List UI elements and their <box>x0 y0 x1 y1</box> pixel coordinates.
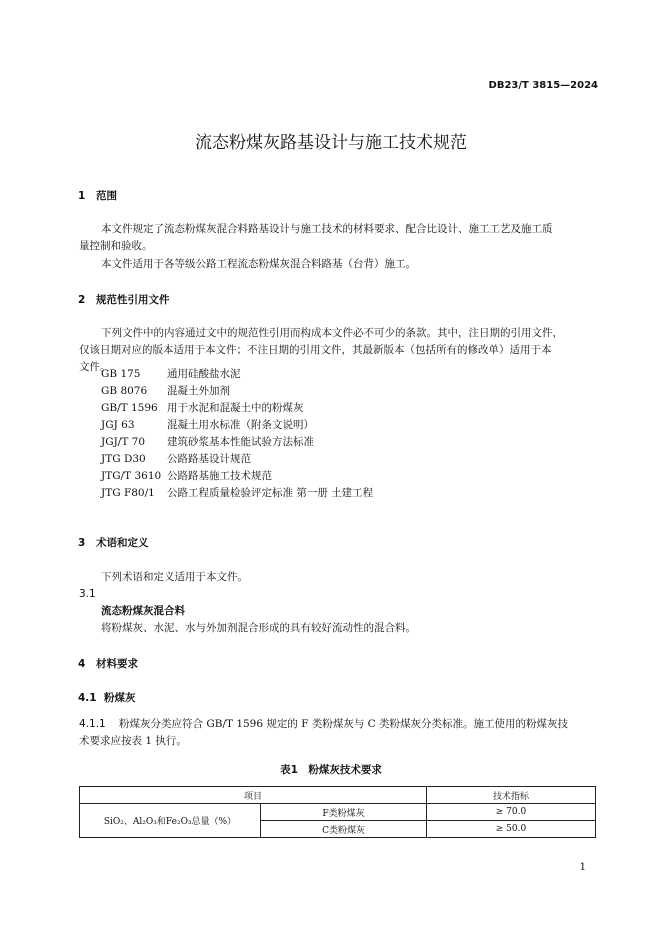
references-intro-line-2: 仅该日期对应的版本适用于本文件；不注日期的引用文件，其最新版本（包括所有的修改单）适用于本 <box>79 344 552 356</box>
table-caption: 表1 粉煤灰技术要求 <box>280 764 382 776</box>
reference-list <box>101 349 373 502</box>
subsection-number: 4.1 <box>78 692 97 704</box>
section-number: 4 <box>78 658 86 670</box>
clause-4-1-1-line-2: 术要求应按表 1 执行。 <box>79 735 187 747</box>
document-title: 流态粉煤灰路基设计与施工技术规范 <box>195 133 467 153</box>
section-2-heading <box>78 292 170 307</box>
section-title: 规范性引用文件 <box>96 294 170 306</box>
section-title: 范围 <box>96 190 117 202</box>
section-title: 材料要求 <box>96 658 138 670</box>
scope-paragraph-1-line-2: 量控制和验收。 <box>79 240 153 252</box>
clause-number: 4.1.1 <box>79 718 106 730</box>
reference-item: JTG/T 3610 公路路基施工技术规范 <box>101 470 272 482</box>
term-definition: 将粉煤灰、水泥、水与外加剂混合形成的具有较好流动性的混合料。 <box>101 622 416 634</box>
column-header-spec: 技术指标 <box>427 787 596 804</box>
table-header-row <box>80 787 596 804</box>
section-number: 3 <box>78 537 86 549</box>
section-3-heading <box>78 535 149 550</box>
clause-text: 粉煤灰分类应符合 GB/T 1596 规定的 F 类粉煤灰与 C 类粉煤灰分类标准。施工使用的粉煤灰技 <box>119 718 569 730</box>
reference-item: GB/T 1596 用于水泥和混凝土中的粉煤灰 <box>101 402 304 414</box>
spec-value-cell: ≥ 70.0 <box>427 804 596 821</box>
section-1-heading <box>78 188 117 203</box>
subsection-title: 粉煤灰 <box>104 692 136 704</box>
ash-type-cell: C类粉煤灰 <box>261 821 427 838</box>
ash-type-cell: F类粉煤灰 <box>261 804 427 821</box>
reference-item: JTG F80/1 公路工程质量检验评定标准 第一册 土建工程 <box>101 487 374 499</box>
references-intro-line-3: 文件。 <box>79 361 111 373</box>
row-label: SiO₂、Al₂O₃和Fe₂O₃总量（%） <box>80 804 261 838</box>
references-intro-line-1: 下列文件中的内容通过文中的规范性引用而构成本文件必不可少的条款。其中，注日期的引用文件， <box>101 327 563 339</box>
clause-4-1-1-line-1 <box>79 716 568 733</box>
terms-intro: 下列术语和定义适用于本文件。 <box>101 571 248 583</box>
reference-item: GB 175 通用硅酸盐水泥 <box>101 368 241 380</box>
page-number: 1 <box>579 862 586 873</box>
fly-ash-spec-table <box>79 786 596 838</box>
term-number: 3.1 <box>79 588 96 600</box>
section-title: 术语和定义 <box>96 537 149 549</box>
spec-value-cell: ≥ 50.0 <box>427 821 596 838</box>
reference-item: JGJ/T 70 建筑砂浆基本性能试验方法标准 <box>101 436 314 448</box>
standard-code: DB23/T 3815—2024 <box>488 80 598 91</box>
subsection-4-1-heading <box>78 690 136 705</box>
section-number: 2 <box>78 294 86 306</box>
reference-item: GB 8076 混凝土外加剂 <box>101 385 230 397</box>
scope-paragraph-2: 本文件适用于各等级公路工程流态粉煤灰混合料路基（台背）施工。 <box>101 258 416 270</box>
table-row <box>80 804 596 821</box>
reference-item: JTG D30 公路路基设计规范 <box>101 453 251 465</box>
reference-item: JGJ 63 混凝土用水标准（附条文说明） <box>101 419 314 431</box>
scope-paragraph-1-line-1: 本文件规定了流态粉煤灰混合料路基设计与施工技术的材料要求、配合比设计、施工工艺及施工质 <box>101 223 553 235</box>
section-number: 1 <box>78 190 86 202</box>
term-name: 流态粉煤灰混合料 <box>101 605 185 617</box>
section-4-heading <box>78 656 138 671</box>
column-header-item: 项目 <box>80 787 427 804</box>
